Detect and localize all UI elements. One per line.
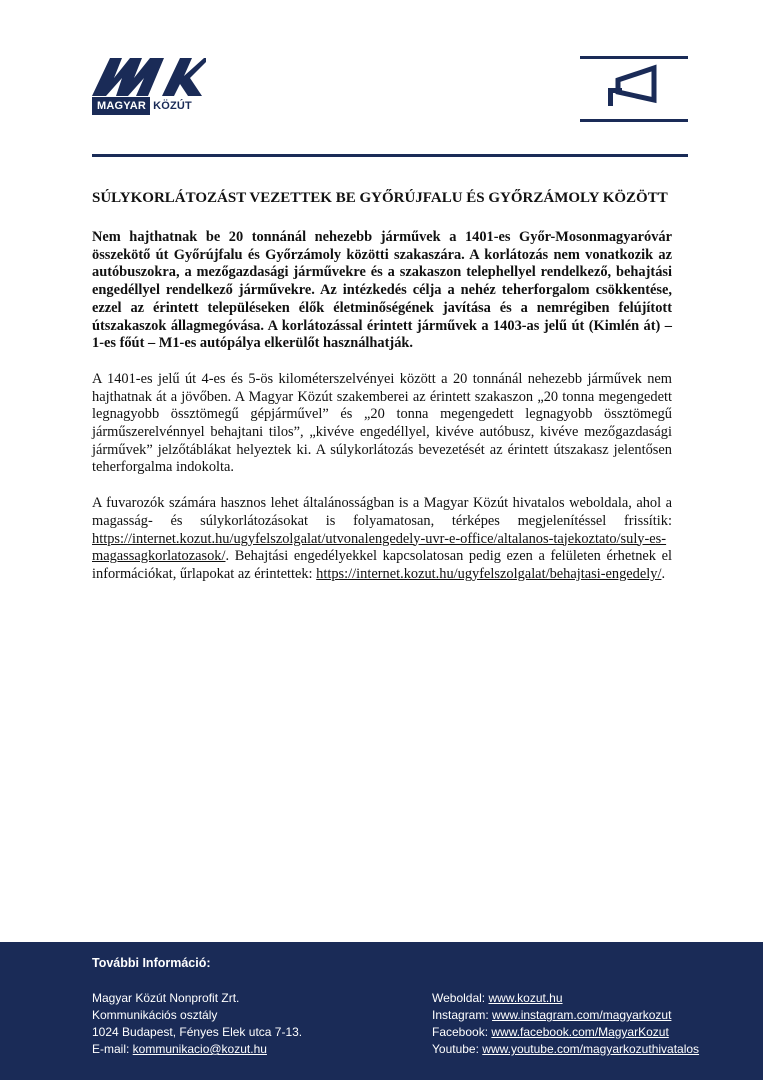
website-link[interactable]: www.kozut.hu xyxy=(488,991,563,1005)
youtube-label: Youtube: xyxy=(432,1042,483,1056)
weight-limits-link[interactable]: https://internet.kozut.hu/ugyfelszolgalat/utvonalengedely-uvr-e-office/altalanos-tajekoztato/suly-es-magassagkorlatozasok/ xyxy=(92,530,667,565)
web-label: Weboldal: xyxy=(432,991,489,1005)
logo-word-magyar: MAGYAR xyxy=(92,97,150,115)
footer-web-row xyxy=(432,990,699,1007)
logo-wordmark xyxy=(92,96,206,116)
article-paragraph-1: A 1401-es jelű út 4-es és 5-ös kilométerszelvényei között a 20 tonnánál nehezebb járművek nem hajthatnak át a jövőben. A Magyar Közút szakemberei az érintett szakaszon „20 tonna megengedett legnagyobb össztömegű gépjárművel” és „20 tonna megengedett legnagyobb össztömegű járműszerelvénnyel behajtani tilos”, „kivéve engedéllyel, kivéve autóbusz, kivéve mezőgazdasági járművek” jelzőtáblákat helyeztek ki. A súlykorlátozás bevezetését az érintett útszakasz jelentősen teherforgalma indokolta. xyxy=(92,370,672,476)
article-paragraph-2 xyxy=(92,495,672,584)
article-lead: Nem hajthatnak be 20 tonnánál nehezebb járművek a 1401-es Győr-Mosonmagyaróvár összekötő út Győrújfalu és Győrzámoly közötti szakaszára. A korlátozás nem vonatkozik az autóbuszokra, a mezőgazdasági járművekre és a szakaszon telephellyel rendelkező, behajtási engedéllyel rendelkező járművekre. Az intézkedés célja a nehéz teherforgalom csökkentése, ezzel az érintett településeken élők életminőségének javítása és a nemrégiben felújított útszakaszok állagmegóvása. A korlátozással érintett járművek a 1403-as jelű út (Kimlén át) – 1-es főút – M1-es autópálya elkerülőt használhatják. xyxy=(92,229,672,352)
footer-title: További Információ: xyxy=(92,956,211,970)
instagram-link[interactable]: www.instagram.com/magyarkozut xyxy=(492,1008,672,1022)
entry-permit-link[interactable]: https://internet.kozut.hu/ugyfelszolgalat/behajtasi-engedely/ xyxy=(316,565,662,582)
road-sign-emblem-icon xyxy=(580,56,688,122)
paragraph-2-text-a: A fuvarozók számára hasznos lehet általánosságban is a Magyar Közút hivatalos weboldala, ahol a magasság- és súlykorlátozásokat is folyamatosan, térképes megjelenítéssel frissítik: xyxy=(92,495,672,529)
press-release-body xyxy=(92,190,672,584)
email-label: E-mail: xyxy=(92,1042,133,1056)
instagram-label: Instagram: xyxy=(432,1008,493,1022)
facebook-link[interactable]: www.facebook.com/MagyarKozut xyxy=(491,1025,669,1039)
paragraph-2-text-b: . Behajtási engedélyekkel kapcsolatosan pedig ezen a felületen érhetnek el információkat, űrlapokat az érintettek: xyxy=(92,548,672,582)
magyar-kozut-logo xyxy=(92,56,206,118)
youtube-link[interactable]: www.youtube.com/magyarkozuthivatalos xyxy=(482,1042,700,1056)
footer-contact xyxy=(92,990,302,1058)
facebook-label: Facebook: xyxy=(432,1025,492,1039)
logo-mark-icon xyxy=(92,56,206,98)
footer-address: 1024 Budapest, Fényes Elek utca 7-13. xyxy=(92,1025,303,1039)
footer xyxy=(0,942,763,1080)
logo-word-kozut: KÖZÚT xyxy=(153,100,192,112)
footer-email-row xyxy=(92,1041,302,1058)
email-link[interactable]: kommunikacio@kozut.hu xyxy=(132,1042,267,1056)
footer-instagram-row xyxy=(432,1007,699,1024)
header-emblem xyxy=(580,56,688,122)
article-title: SÚLYKORLÁTOZÁST VEZETTEK BE GYŐRÚJFALU ÉS GYŐRZÁMOLY KÖZÖTT xyxy=(92,190,668,206)
footer-org: Magyar Közút Nonprofit Zrt. xyxy=(92,991,240,1005)
footer-facebook-row xyxy=(432,1024,699,1041)
paragraph-2-text-c: . xyxy=(661,565,666,582)
footer-dept: Kommunikációs osztály xyxy=(92,1008,218,1022)
footer-youtube-row xyxy=(432,1041,699,1058)
footer-links xyxy=(432,990,699,1058)
header-divider xyxy=(92,154,688,157)
